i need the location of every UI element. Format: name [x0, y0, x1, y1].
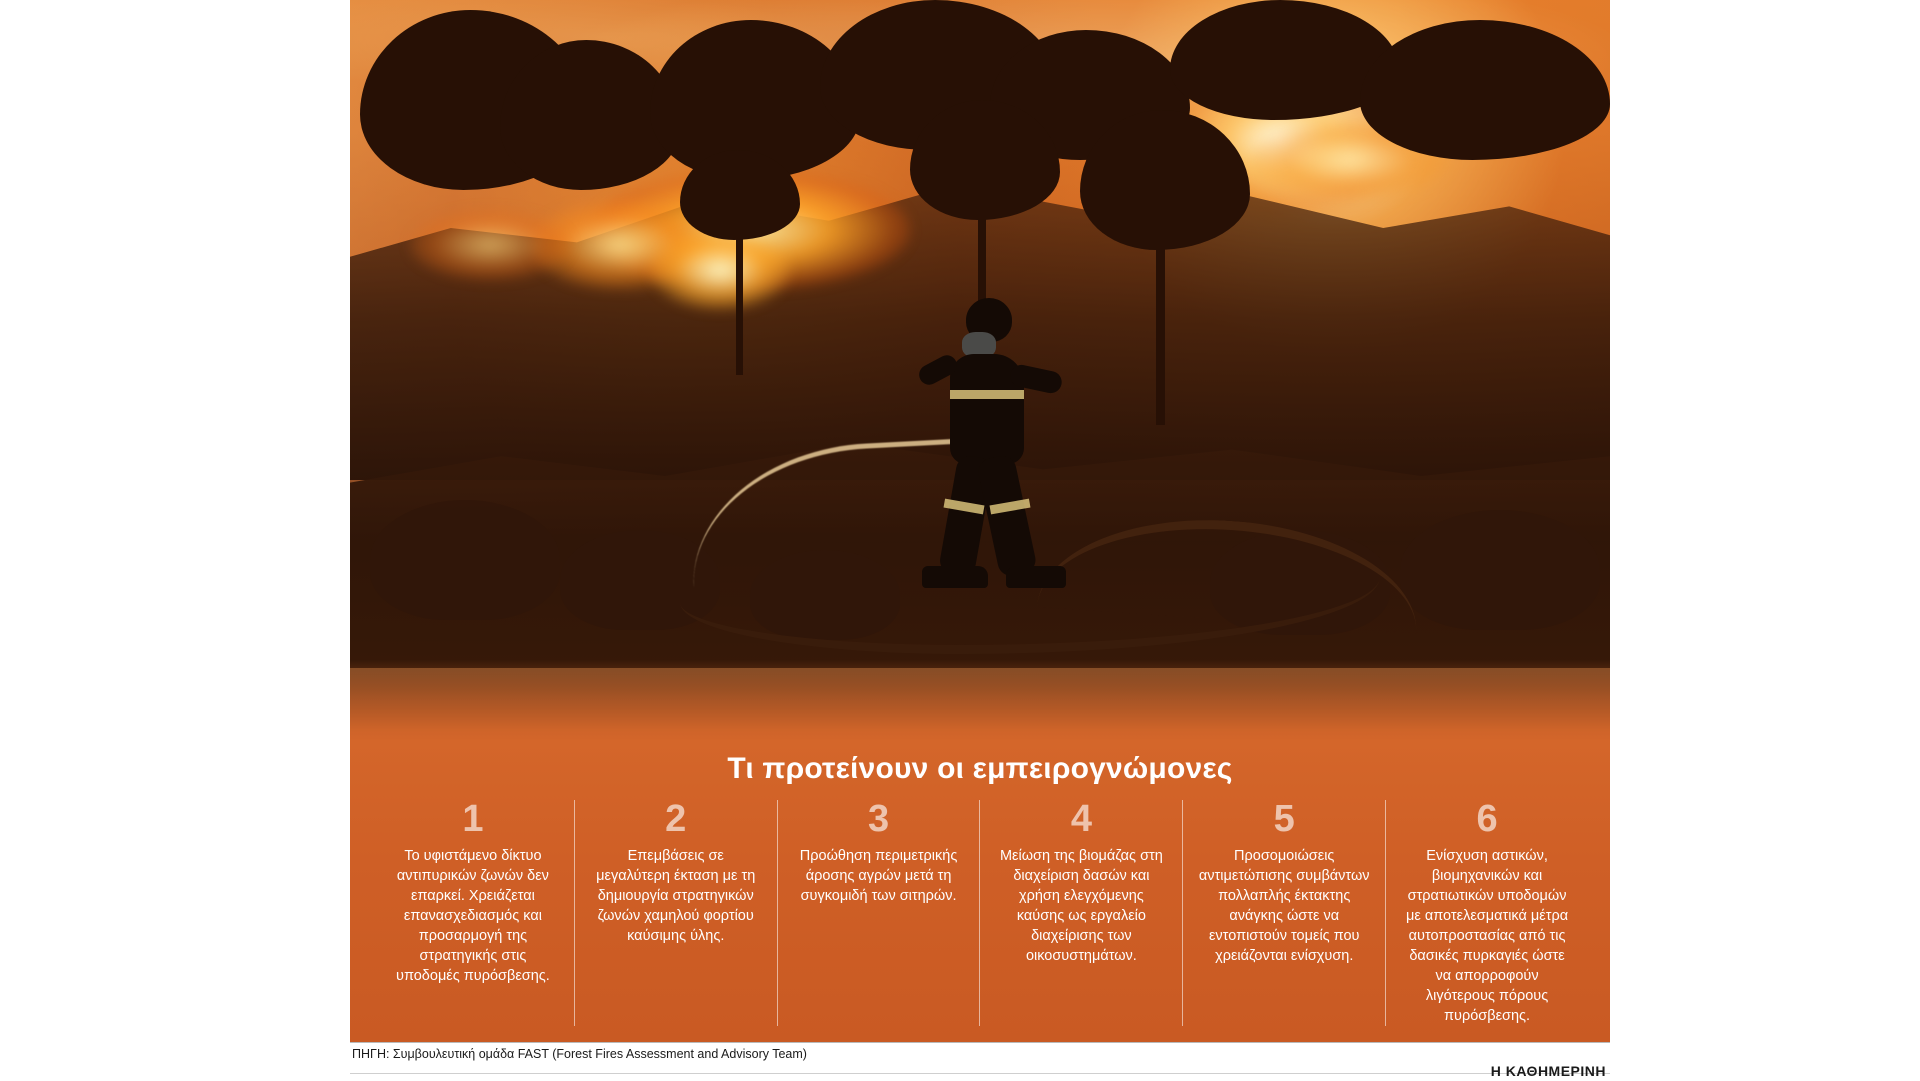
wildfire-photo	[350, 0, 1610, 740]
scrub-bush	[370, 500, 560, 620]
reflective-stripe	[950, 390, 1024, 399]
card-number: 5	[1273, 798, 1295, 840]
footer	[350, 1042, 1610, 1081]
firefighter-leg-right	[976, 453, 1038, 578]
firefighter-figure	[910, 298, 1070, 628]
publication-logo: Η ΚΑΘΗΜΕΡΙΝΗ	[1490, 1063, 1606, 1079]
recommendation-cards	[350, 800, 1610, 1026]
card-text: Προώθηση περιμετρικής άροσης αγρών μετά τη συγκομιδή των σιτηρών.	[799, 847, 958, 904]
fire-patch-center	[650, 230, 790, 310]
footer-divider	[350, 1073, 1610, 1074]
panel-title: Τι προτείνουν οι εμπειρογνώμονες	[727, 752, 1233, 785]
recommendation-card	[1386, 800, 1588, 1026]
card-text: Προσομοιώσεις αντιμετώπισης συμβάντων πολλαπλής έκτακτης ανάγκης ώστε να εντοπιστούν τομείς που χρειάζονται ενίσχυση.	[1198, 847, 1370, 964]
card-number: 1	[462, 798, 484, 840]
recommendation-card	[1183, 800, 1386, 1026]
source-note: ΠΗΓΗ: Συμβουλευτική ομάδα FAST (Forest Fires Assessment and Advisory Team)	[352, 1047, 807, 1061]
card-text: Μείωση της βιομάζας στη διαχείριση δασών και χρήση ελεγχόμενης καύσης ως εργαλείο διαχείρισης των οικοσυστημάτων.	[999, 847, 1163, 964]
dirt-road	[350, 668, 1610, 740]
tree-trunk	[736, 225, 743, 375]
recommendations-panel	[350, 740, 1610, 1042]
card-number: 4	[1070, 798, 1092, 840]
card-text: Το υφιστάμενο δίκτυο αντιπυρικών ζωνών δεν επαρκεί. Χρειάζεται επανασχεδιασμός και προσαρμογή της στρατηγικής στις υποδομές πυρόσβεσης.	[396, 847, 550, 984]
recommendation-card	[778, 800, 981, 1026]
card-number: 3	[868, 798, 890, 840]
recommendation-card	[372, 800, 575, 1026]
card-text: Επεμβάσεις σε μεγαλύτερη έκταση με τη δημιουργία στρατηγικών ζωνών χαμηλού φορτίου καύσιμης ύλης.	[596, 847, 756, 944]
infographic-root	[350, 0, 1610, 1080]
fire-patch-far-left	[410, 210, 570, 280]
scrub-bush	[1400, 510, 1600, 630]
card-number: 6	[1476, 798, 1498, 840]
firefighter-boot-right	[1006, 566, 1066, 588]
card-text: Ενίσχυση αστικών, βιομηχανικών και στρατιωτικών υποδομών με αποτελεσματικά μέτρα αυτοπροστασίας από τις δασικές πυρκαγιές ώστε να απορροφούν λιγότερους πόρους πυρόσβεσης.	[1406, 847, 1569, 1024]
card-number: 2	[665, 798, 687, 840]
recommendation-card	[980, 800, 1183, 1026]
recommendation-card	[575, 800, 778, 1026]
tree-trunk	[1156, 235, 1165, 425]
firefighter-boot-left	[922, 566, 988, 588]
